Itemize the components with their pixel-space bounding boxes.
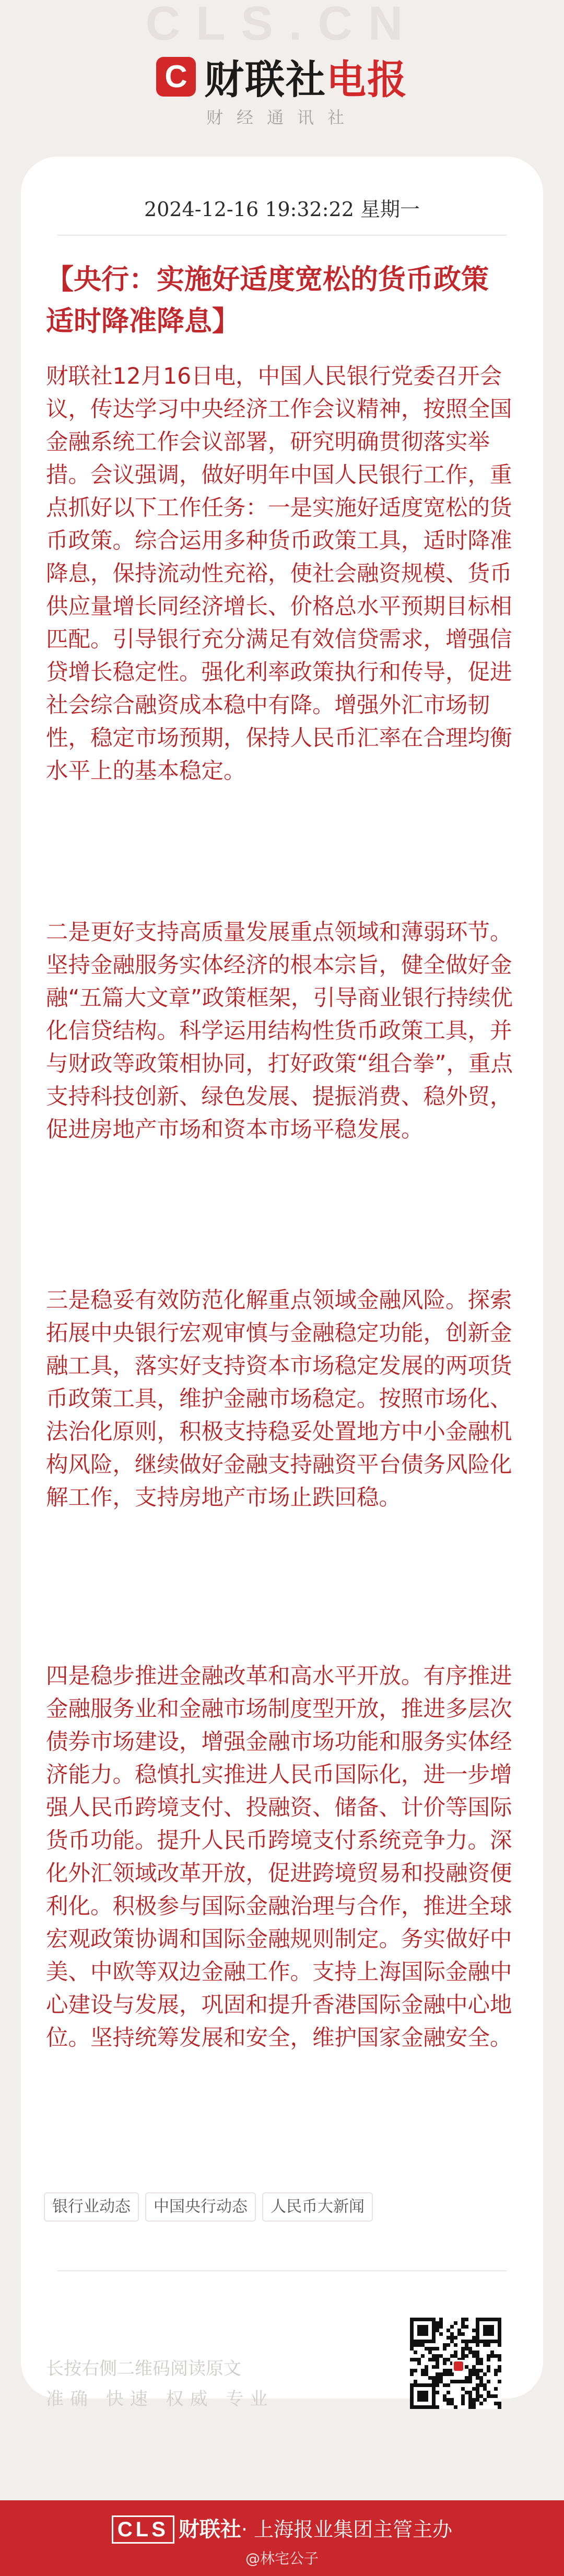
- tag-item[interactable]: 人民币大新闻: [262, 2192, 373, 2222]
- cls-logo-text: CLS: [112, 2515, 174, 2544]
- tag-item[interactable]: 中国央行动态: [145, 2192, 256, 2222]
- tag-item[interactable]: 银行业动态: [44, 2192, 139, 2222]
- qr-code-icon[interactable]: [410, 2318, 501, 2409]
- article-headline: 【央行：实施好适度宽松的货币政策 适时降准降息】: [46, 263, 489, 337]
- bottom-brand-row: [0, 2513, 564, 2544]
- article-datetime: 2024-12-16 19:32:22 星期一: [144, 198, 420, 221]
- brand-tagline: 财经通讯社: [206, 108, 358, 127]
- weibo-credit: @林宅公子: [245, 2550, 319, 2567]
- article-paragraph-3: 三是稳妥有效防范化解重点领域金融风险。探索拓展中央银行宏观审慎与金融稳定功能，创新金融工具，落实好支持资本市场稳定发展的两项货币政策工具，维护金融市场稳定。按照市场化、法治化原则，积极支持稳妥处置地方中小金融机构风险，继续做好金融支持融资平台债务风险化解工作，支持房地产市场止跌回稳。: [46, 1288, 512, 1511]
- brand-header: [0, 48, 564, 105]
- brand-name: [204, 48, 408, 105]
- article-paragraph-4: 四是稳步推进金融改革和高水平开放。有序推进金融服务业和金融市场制度型开放，推进多层次债券市场建设，增强金融市场功能和服务实体经济能力。稳慎扎实推进人民币国际化，进一步增强人民币跨境支付、投融资、储备、计价等国际货币功能。提升人民币跨境支付系统竞争力。深化外汇领域改革开放，促进跨境贸易和投融资便利化。积极参与国际金融治理与合作，推进全球宏观政策协调和国际金融规则制定。务实做好中美、中欧等双边金融工作。支持上海国际金融中心建设与发展，巩固和提升香港国际金融中心地位。坚持统筹发展和安全，维护国家金融安全。: [46, 1664, 512, 2051]
- footer-read-original: 长按右侧二维码阅读原文: [46, 2358, 241, 2379]
- article-card: [21, 157, 543, 2409]
- tag-list: [44, 2192, 373, 2222]
- article-paragraph-2: 二是更好支持高质量发展重点领域和薄弱环节。坚持金融服务实体经济的根本宗旨，健全做好金融“五篇大文章”政策框架，引导商业银行持续优化信贷结构。科学运用结构性货币政策工具，并与财政等政策相协同，打好政策“组合拳”，重点支持科技创新、绿色发展、提振消费、稳外贸，促进房地产市场和资本市场平稳发展。: [46, 920, 513, 1143]
- watermark-text: CLS.CN: [145, 0, 419, 50]
- article-paragraph-1: 财联社12月16日电，中国人民银行党委召开会议，传达学习中央经济工作会议精神，按照全国金融系统工作会议部署，研究明确贯彻落实举措。会议强调，做好明年中国人民银行工作，重点抓好以下工作任务：一是实施好适度宽松的货币政策。综合运用多种货币政策工具，适时降准降息，保持流动性充裕，使社会融资规模、货币供应量增长同经济增长、价格总水平预期目标相匹配。引导银行充分满足有效信贷需求，增强信贷增长稳定性。强化利率政策执行和传导，促进社会综合融资成本稳中有降。增强外汇市场韧性，稳定市场预期，保持人民币汇率在合理均衡水平上的基本稳定。: [46, 364, 512, 784]
- cls-logo-icon: C: [156, 57, 196, 97]
- footer-slogan: 准确 快速 权威 专业: [46, 2389, 274, 2409]
- bottom-brand-name: 财联社: [178, 2518, 241, 2542]
- brand-name-black: 财联社: [204, 56, 326, 103]
- bottom-sub-text: · 上海报业集团主管主办: [241, 2518, 453, 2541]
- brand-name-red: 电报: [326, 56, 408, 103]
